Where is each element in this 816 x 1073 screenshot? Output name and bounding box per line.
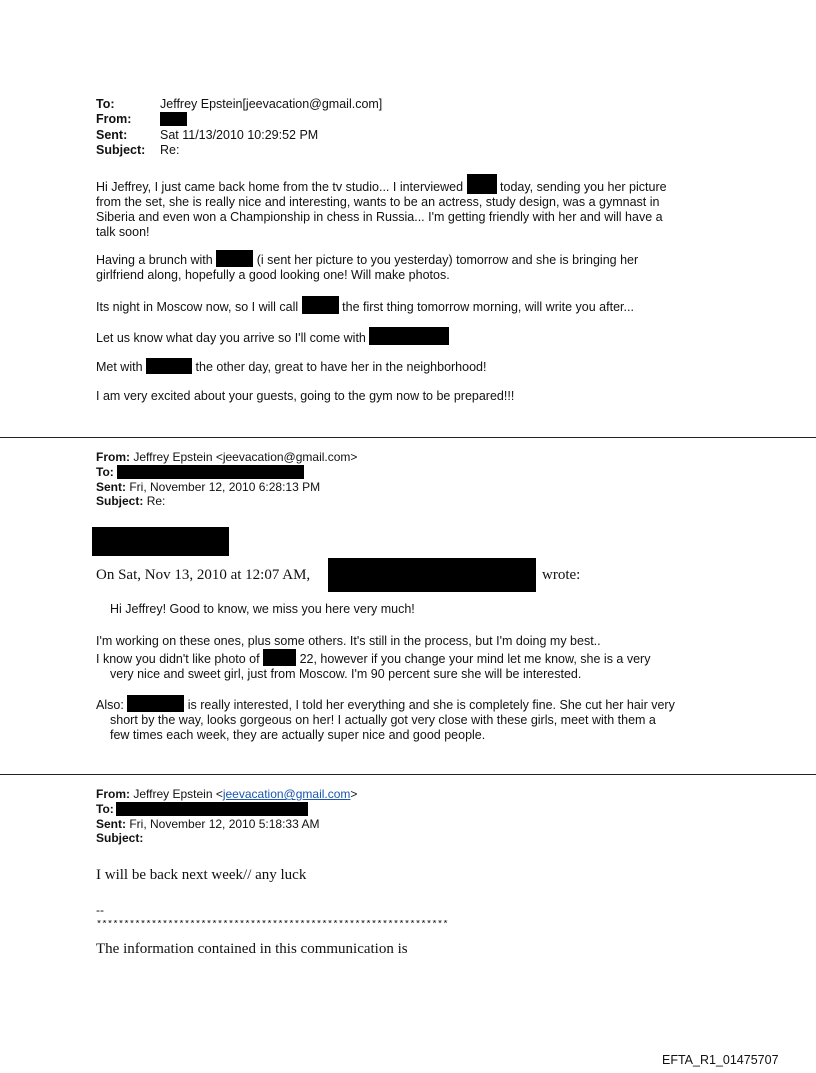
subject-line: Subject: xyxy=(96,831,144,845)
from-line: From: Jeffrey Epstein <jeevacation@gmail.com> xyxy=(96,450,358,464)
divider xyxy=(0,774,816,775)
redaction-block xyxy=(302,296,339,314)
paragraph: Met with the other day, great to have her in the neighborhood! xyxy=(96,360,487,374)
redaction-block xyxy=(263,649,296,666)
redaction-block xyxy=(92,527,229,556)
paragraph: Let us know what day you arrive so I'll come with xyxy=(96,327,736,346)
paragraph: Its night in Moscow now, so I will call the first thing tomorrow morning, will write you after... xyxy=(96,296,736,315)
paragraph: I am very excited about your guests, going to the gym now to be prepared!!! xyxy=(96,389,515,403)
redaction-block xyxy=(160,112,187,126)
quote-intro-wrote: wrote: xyxy=(542,567,581,583)
subject-label: Subject: xyxy=(96,143,146,157)
email-link[interactable]: jeevacation@gmail.com xyxy=(222,787,351,801)
to-label: To: xyxy=(96,97,115,111)
paragraph: Hi Jeffrey, I just came back home from the tv studio... I interviewed today, sending you her picture from the set, she is really nice and interesting, wants to be an actress, study design, was a gymnast in Siberia and even won a Championship in chess in Russia... I'm getting friendly with her and will have a talk soon! xyxy=(96,174,736,240)
quoted-paragraph: I'm working on these ones, plus some others. It's still in the process, but I'm doing my best.. I know you didn't like photo of 22, however if you change your mind let me know, she is a very very nice and sweet girl, just from Moscow. I'm 90 percent sure she will be interested. xyxy=(96,634,651,681)
quoted-paragraph: Hi Jeffrey! Good to know, we miss you here very much! xyxy=(110,602,415,616)
to-line: To: xyxy=(96,465,304,479)
from-line: From: Jeffrey Epstein <jeevacation@gmail.com> xyxy=(96,787,358,801)
redaction-block xyxy=(127,695,184,712)
sent-line: Sent: Fri, November 12, 2010 5:18:33 AM xyxy=(96,817,320,831)
redaction-block xyxy=(467,174,497,194)
subject-line: Subject: Re: xyxy=(96,494,166,508)
sent-value: Sat 11/13/2010 10:29:52 PM xyxy=(160,128,319,142)
to-value: Jeffrey Epstein[jeevacation@gmail.com] xyxy=(160,97,383,111)
divider xyxy=(0,437,816,438)
redaction-block xyxy=(117,465,304,479)
sent-line: Sent: Fri, November 12, 2010 6:28:13 PM xyxy=(96,480,321,494)
signature-stars: **************************************************************** xyxy=(96,920,449,931)
sent-label: Sent: xyxy=(96,128,128,142)
quote-intro: On Sat, Nov 13, 2010 at 12:07 AM, xyxy=(96,567,311,583)
redaction-block xyxy=(328,558,536,592)
to-line: To: xyxy=(96,802,308,816)
subject-value: Re: xyxy=(160,143,180,157)
quoted-paragraph: Also: is really interested, I told her everything and she is completely fine. She cut her hair very short by the way, looks gorgeous on her! I actually got very close with these girls, meet with them a few times each week, they are actually super nice and good people. xyxy=(96,695,756,743)
redaction-block xyxy=(116,802,308,816)
paragraph: Having a brunch with (i sent her picture to you yesterday) tomorrow and she is bringing her girlfriend along, hopefully a good looking one! Will make photos. xyxy=(96,250,736,283)
redaction-block xyxy=(216,250,253,267)
redaction-block xyxy=(146,358,192,374)
bates-number: EFTA_R1_01475707 xyxy=(662,1053,779,1067)
signature-dash: -- xyxy=(96,903,104,917)
redaction-block xyxy=(369,327,449,345)
body-text: I will be back next week// any luck xyxy=(96,867,307,883)
from-label: From: xyxy=(96,112,132,126)
disclaimer-text: The information contained in this communication is xyxy=(96,941,408,957)
